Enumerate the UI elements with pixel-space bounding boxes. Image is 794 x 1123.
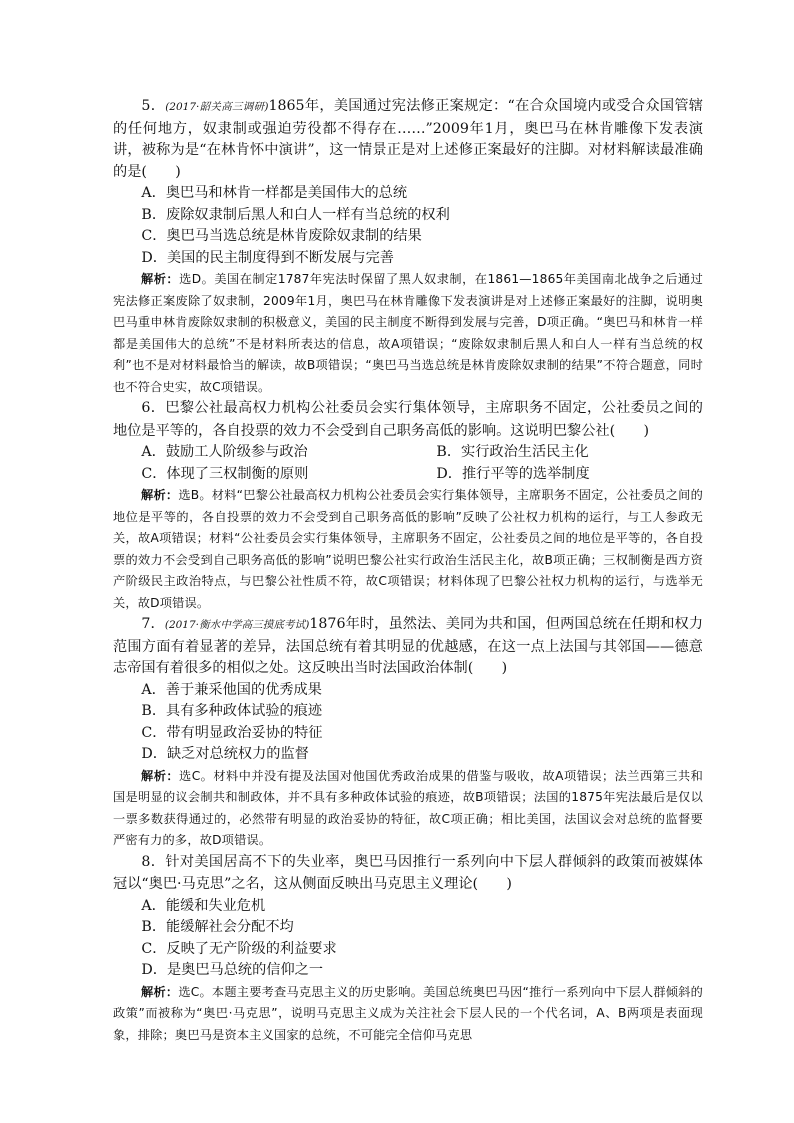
analysis-label: 解析： <box>141 984 179 999</box>
option-a: A．奥巴马和林肯一样都是美国伟大的总统 <box>141 185 408 201</box>
option-a: A．鼓励工人阶级参与政治 <box>141 444 308 460</box>
option-a: A．能缓和失业危机 <box>141 897 266 914</box>
option-c: C．带有明显政治妥协的特征 <box>141 724 323 741</box>
option-c: C．体现了三权制衡的原则 <box>141 465 309 482</box>
analysis <box>113 766 703 852</box>
question-text: 针对美国居高不下的失业率，奥巴马因推行一系列向中下层人群倾斜的政策而被媒体冠以“奥巴·马克思”之名，这从侧面反映出马克思主义理论( ) <box>113 853 703 892</box>
analysis-label: 解析： <box>141 272 180 286</box>
option-b: B．具有多种政体试验的痕迹 <box>141 703 323 719</box>
options-list <box>113 896 703 982</box>
options-grid <box>113 442 703 485</box>
question-stem <box>113 852 703 896</box>
question-text: 1876年时，虽然法、美同为共和国，但两国总统在任期和权力范围方面有着显著的差异，法国总统有着其明显的优越感，在这一点上法国与其邻国——德意志帝国有着很多的相似之处。这反映出当时法国政治体制( ) <box>113 616 704 676</box>
question-5 <box>113 96 703 398</box>
question-text: 1865年，美国通过宪法修正案规定：“在合众国境内或受合众国管辖的任何地方，奴隶制或强迫劳役都不得存在……”2009年1月，奥巴马在林肯雕像下发表演讲，被称为是“在林肯怀中演讲”，这一情景正是对上述修正案最好的注脚。对材料解读最准确的是( ) <box>113 98 703 180</box>
question-number: 8． <box>141 853 166 870</box>
options-list <box>113 680 703 766</box>
analysis-text: 选C。本题主要考查马克思主义的历史影响。美国总统奥巴马因“推行一系列向中下层人群倾斜的政策”而被称为“奥巴·马克思”，说明马克思主义成为关注社会下层人民的一个代名词，A、B两项是表面现象，排除；奥巴马是资本主义国家的总统，不可能完全信仰马克思 <box>113 984 703 1042</box>
question-number: 7． <box>141 616 165 632</box>
option-d: D．是奥巴马总统的信仰之一 <box>141 962 324 978</box>
options-list <box>113 183 703 269</box>
question-6 <box>113 398 703 614</box>
question-stem <box>113 96 703 183</box>
option-b: B．实行政治生活民主化 <box>436 444 589 460</box>
document-page <box>113 96 703 1046</box>
question-8 <box>113 852 703 1047</box>
question-7 <box>113 614 703 852</box>
question-stem <box>113 398 703 442</box>
analysis-text: 选B。材料“巴黎公社最高权力机构公社委员会实行集体领导，主席职务不固定，公社委员之间的地位是平等的，各自投票的效力不会受到自己职务高低的影响”反映了公社权力机构的运行，与工人参政无关，故A项错误；材料“公社委员会实行集体领导，主席职务不固定，公社委员之间的地位是平等的，各自投票的效力不会受到自己职务高低的影响”说明巴黎公社实行政治生活民主化，故B项正确；三权制衡是西方资产阶级民主政治特点，与巴黎公社性质不符，故C项错误；材料体现了巴黎公社权力机构的运行，与选举无关，故D项错误。 <box>113 488 703 610</box>
question-source: (2017·韶关高三调研) <box>165 101 269 113</box>
question-number: 5． <box>141 98 166 114</box>
analysis <box>113 485 703 614</box>
option-b: B．废除奴隶制后黑人和白人一样有当总统的权利 <box>141 206 450 223</box>
question-text: 巴黎公社最高权力机构公社委员会实行集体领导，主席职务不固定，公社委员之间的地位是平等的，各自投票的效力不会受到自己职务高低的影响。这说明巴黎公社( ) <box>113 400 703 439</box>
option-d: D．缺乏对总统权力的监督 <box>141 746 309 762</box>
analysis-text: 选C。材料中并没有提及法国对他国优秀政治成果的借鉴与吸收，故A项错误；法兰西第三共和国是明显的议会制共和制政体，并不具有多种政体试验的痕迹，故B项错误；法国的1875年宪法最后是仅以一票多数获得通过的，必然带有明显的政治妥协的特征，故C项正确；相比美国，法国议会对总统的监督要严密有力的多，故D项错误。 <box>113 768 703 847</box>
question-stem <box>113 614 703 680</box>
analysis <box>113 982 703 1047</box>
option-d: D．推行平等的选举制度 <box>436 465 590 482</box>
question-source: (2017·衡水中学高三摸底考试) <box>164 619 310 631</box>
option-a: A．善于兼采他国的优秀成果 <box>141 681 322 698</box>
analysis <box>113 269 703 398</box>
analysis-label: 解析： <box>141 768 180 783</box>
option-c: C．反映了无产阶级的利益要求 <box>141 940 337 957</box>
option-b: B．能缓解社会分配不均 <box>141 919 294 935</box>
question-number: 6． <box>141 400 166 416</box>
analysis-text: 选D。美国在制定1787年宪法时保留了黑人奴隶制，在1861—1865年美国南北战争之后通过宪法修正案废除了奴隶制，2009年1月，奥巴马在林肯雕像下发表演讲是对上述修正案最好的注脚，说明奥巴马重申林肯废除奴隶制的积极意义，美国的民主制度不断得到发展与完善，D项正确。“奥巴马和林肯一样都是美国伟大的总统”不是材料所表达的信息，故A项错误；“废除奴隶制后黑人和白人一样有当总统的权利”也不是对材料最恰当的解读，故B项错误；“奥巴马当选总统是林肯废除奴隶制的结果”不符合题意，同时也不符合史实，故C项错误。 <box>113 272 703 394</box>
option-d: D．美国的民主制度得到不断发展与完善 <box>141 249 394 266</box>
option-c: C．奥巴马当选总统是林肯废除奴隶制的结果 <box>141 228 422 244</box>
analysis-label: 解析： <box>141 488 179 502</box>
